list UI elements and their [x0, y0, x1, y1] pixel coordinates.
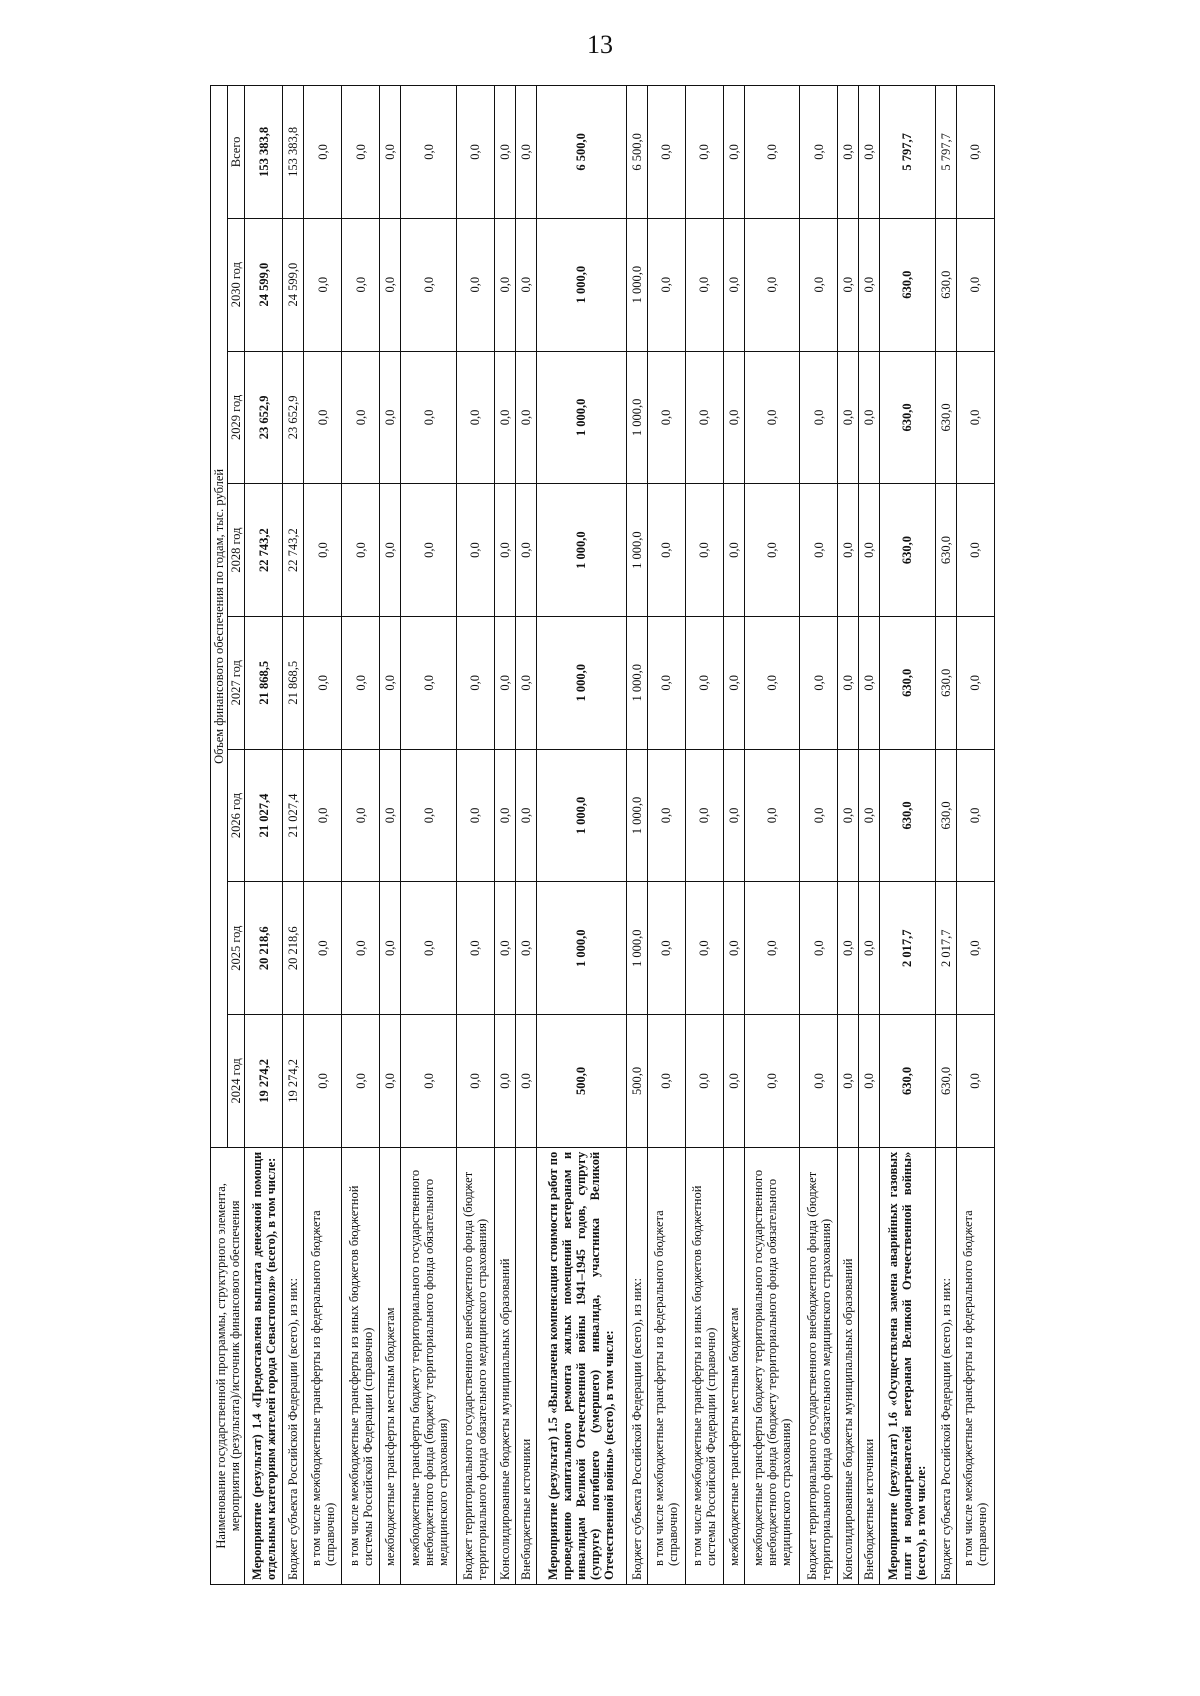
- value-cell: 21 868,5: [283, 616, 304, 749]
- value-cell: 0,0: [494, 351, 515, 484]
- table-row: [723, 86, 744, 1585]
- value-cell: 0,0: [800, 882, 838, 1015]
- header-year-cell: 2029 год: [228, 351, 245, 484]
- value-cell: 0,0: [723, 351, 744, 484]
- value-cell: 0,0: [723, 882, 744, 1015]
- value-cell: 0,0: [647, 351, 685, 484]
- value-cell: 19 274,2: [283, 1015, 304, 1148]
- table-row: [536, 86, 626, 1585]
- value-cell: 0,0: [515, 1015, 536, 1148]
- table-row: [800, 86, 838, 1585]
- table-row: [456, 86, 494, 1585]
- value-cell: 6 500,0: [536, 86, 626, 219]
- value-cell: 153 383,8: [245, 86, 283, 219]
- row-label: Бюджет территориального государственного внебюджетного фонда (бюджет территориального фонда обязательного медицинского страхования): [456, 1147, 494, 1584]
- value-cell: 0,0: [304, 616, 342, 749]
- page-number: 13: [587, 30, 613, 59]
- table-row: [838, 86, 859, 1585]
- value-cell: 0,0: [800, 1015, 838, 1148]
- table-row: [647, 86, 685, 1585]
- value-cell: 630,0: [880, 1015, 935, 1148]
- value-cell: 0,0: [838, 86, 859, 219]
- value-cell: 0,0: [342, 749, 380, 882]
- value-cell: 0,0: [304, 86, 342, 219]
- value-cell: 0,0: [494, 1015, 515, 1148]
- value-cell: 0,0: [956, 749, 994, 882]
- value-cell: 0,0: [685, 351, 723, 484]
- value-cell: 0,0: [647, 616, 685, 749]
- value-cell: 1 000,0: [536, 616, 626, 749]
- value-cell: 21 868,5: [245, 616, 283, 749]
- value-cell: 0,0: [859, 1015, 880, 1148]
- value-cell: 0,0: [515, 616, 536, 749]
- value-cell: 0,0: [494, 86, 515, 219]
- table-row: [342, 86, 380, 1585]
- row-label: в том числе межбюджетные трансферты из федерального бюджета (справочно): [304, 1147, 342, 1584]
- value-cell: 630,0: [880, 616, 935, 749]
- value-cell: 1 000,0: [536, 882, 626, 1015]
- value-cell: 0,0: [859, 351, 880, 484]
- row-label: Мероприятие (результат) 1.6 «Осуществлена замена аварийных газовых плит и водонагревателей ветеранам Великой Отечественной войны» (всего), в том числе:: [880, 1147, 935, 1584]
- table-header: [211, 86, 245, 1585]
- table-row: [880, 86, 935, 1585]
- row-label: в том числе межбюджетные трансферты из федерального бюджета (справочно): [647, 1147, 685, 1584]
- value-cell: 0,0: [956, 1015, 994, 1148]
- table-row: [304, 86, 342, 1585]
- value-cell: 0,0: [304, 1015, 342, 1148]
- value-cell: 630,0: [880, 749, 935, 882]
- value-cell: 630,0: [935, 218, 956, 351]
- value-cell: 1 000,0: [626, 749, 647, 882]
- value-cell: 0,0: [800, 218, 838, 351]
- value-cell: 0,0: [342, 616, 380, 749]
- value-cell: 0,0: [723, 1015, 744, 1148]
- header-name-column: Наименование государственной программы, структурного элемента, мероприятия (результата)/источник финансового обеспечения: [211, 1147, 245, 1584]
- value-cell: 0,0: [515, 351, 536, 484]
- row-label: Консолидированные бюджеты муниципальных образований: [494, 1147, 515, 1584]
- value-cell: 0,0: [744, 351, 799, 484]
- header-year-cell: 2024 год: [228, 1015, 245, 1148]
- row-label: в том числе межбюджетные трансферты из иных бюджетов бюджетной системы Российской Федерации (справочно): [685, 1147, 723, 1584]
- row-label: межбюджетные трансферты местным бюджетам: [723, 1147, 744, 1584]
- value-cell: 0,0: [342, 351, 380, 484]
- value-cell: 21 027,4: [245, 749, 283, 882]
- value-cell: 0,0: [494, 616, 515, 749]
- value-cell: 0,0: [723, 484, 744, 617]
- value-cell: 1 000,0: [536, 351, 626, 484]
- value-cell: 22 743,2: [283, 484, 304, 617]
- value-cell: 0,0: [800, 749, 838, 882]
- table-row: [956, 86, 994, 1585]
- header-volume-title: Объем финансового обеспечения по годам, тыс. рублей: [211, 86, 228, 1148]
- value-cell: 0,0: [304, 218, 342, 351]
- value-cell: 0,0: [456, 616, 494, 749]
- value-cell: 630,0: [935, 1015, 956, 1148]
- value-cell: 0,0: [800, 86, 838, 219]
- value-cell: 0,0: [838, 882, 859, 1015]
- value-cell: 0,0: [401, 1015, 456, 1148]
- value-cell: 21 027,4: [283, 749, 304, 882]
- value-cell: 0,0: [723, 616, 744, 749]
- value-cell: 500,0: [626, 1015, 647, 1148]
- value-cell: 0,0: [342, 1015, 380, 1148]
- value-cell: 0,0: [685, 218, 723, 351]
- value-cell: 19 274,2: [245, 1015, 283, 1148]
- value-cell: 1 000,0: [626, 616, 647, 749]
- value-cell: 0,0: [956, 616, 994, 749]
- value-cell: 630,0: [935, 484, 956, 617]
- value-cell: 0,0: [401, 86, 456, 219]
- value-cell: 0,0: [380, 86, 401, 219]
- value-cell: 0,0: [401, 616, 456, 749]
- value-cell: 2 017,7: [880, 882, 935, 1015]
- value-cell: 0,0: [838, 1015, 859, 1148]
- value-cell: 0,0: [956, 218, 994, 351]
- value-cell: 0,0: [342, 882, 380, 1015]
- value-cell: 0,0: [647, 484, 685, 617]
- rotated-table-container: [210, 85, 995, 1585]
- table-row: [685, 86, 723, 1585]
- value-cell: 153 383,8: [283, 86, 304, 219]
- value-cell: 0,0: [744, 882, 799, 1015]
- value-cell: 0,0: [380, 749, 401, 882]
- value-cell: 0,0: [685, 749, 723, 882]
- value-cell: 0,0: [956, 484, 994, 617]
- header-year-cell: 2028 год: [228, 484, 245, 617]
- value-cell: 630,0: [880, 484, 935, 617]
- value-cell: 1 000,0: [536, 749, 626, 882]
- value-cell: 0,0: [401, 351, 456, 484]
- value-cell: 1 000,0: [626, 218, 647, 351]
- table-row: [494, 86, 515, 1585]
- header-year-cell: 2025 год: [228, 882, 245, 1015]
- value-cell: 630,0: [935, 616, 956, 749]
- value-cell: 1 000,0: [536, 218, 626, 351]
- value-cell: 22 743,2: [245, 484, 283, 617]
- value-cell: 23 652,9: [283, 351, 304, 484]
- row-label: межбюджетные трансферты бюджету территориального государственного внебюджетного фонда (бюджету территориального фонда обязательного медицинского страхования): [744, 1147, 799, 1584]
- row-label: Мероприятие (результат) 1.5 «Выплачена компенсация стоимости работ по проведению капитального ремонта жилых помещений ветеранам и инвалидам Великой Отечественной войны 1941–1945 годов, супругу (супруге) погибшего (умершего) инвалида, участника Великой Отечественной войны» (всего), в том числе:: [536, 1147, 626, 1584]
- value-cell: 0,0: [515, 218, 536, 351]
- value-cell: 0,0: [515, 484, 536, 617]
- value-cell: 0,0: [685, 86, 723, 219]
- value-cell: 0,0: [859, 616, 880, 749]
- value-cell: 5 797,7: [880, 86, 935, 219]
- value-cell: 0,0: [342, 484, 380, 617]
- value-cell: 0,0: [304, 351, 342, 484]
- value-cell: 0,0: [800, 616, 838, 749]
- header-year-cell: 2027 год: [228, 616, 245, 749]
- value-cell: 0,0: [304, 749, 342, 882]
- value-cell: 0,0: [838, 616, 859, 749]
- table-row: [626, 86, 647, 1585]
- value-cell: 0,0: [744, 86, 799, 219]
- value-cell: 0,0: [515, 86, 536, 219]
- table-row: [859, 86, 880, 1585]
- row-label: Бюджет территориального государственного внебюджетного фонда (бюджет территориального фонда обязательного медицинского страхования): [800, 1147, 838, 1584]
- row-label: Бюджет субъекта Российской Федерации (всего), из них:: [935, 1147, 956, 1584]
- value-cell: 0,0: [685, 1015, 723, 1148]
- header-year-cell: Всего: [228, 86, 245, 219]
- value-cell: 1 000,0: [626, 351, 647, 484]
- row-label: Внебюджетные источники: [859, 1147, 880, 1584]
- value-cell: 0,0: [744, 616, 799, 749]
- value-cell: 0,0: [956, 86, 994, 219]
- table-body: [245, 86, 995, 1585]
- value-cell: 0,0: [304, 882, 342, 1015]
- header-year-cell: 2026 год: [228, 749, 245, 882]
- table-row: [401, 86, 456, 1585]
- value-cell: 0,0: [838, 351, 859, 484]
- value-cell: 0,0: [744, 749, 799, 882]
- value-cell: 0,0: [456, 218, 494, 351]
- table-row: [515, 86, 536, 1585]
- table-row: [245, 86, 283, 1585]
- value-cell: 0,0: [647, 1015, 685, 1148]
- value-cell: 24 599,0: [283, 218, 304, 351]
- value-cell: 0,0: [647, 882, 685, 1015]
- table-row: [744, 86, 799, 1585]
- row-label: Консолидированные бюджеты муниципальных образований: [838, 1147, 859, 1584]
- value-cell: 630,0: [935, 749, 956, 882]
- value-cell: 6 500,0: [626, 86, 647, 219]
- value-cell: 0,0: [859, 882, 880, 1015]
- value-cell: 0,0: [401, 484, 456, 617]
- value-cell: 0,0: [456, 1015, 494, 1148]
- value-cell: 0,0: [685, 484, 723, 617]
- row-label: Бюджет субъекта Российской Федерации (всего), из них:: [283, 1147, 304, 1584]
- value-cell: 0,0: [380, 484, 401, 617]
- value-cell: 500,0: [536, 1015, 626, 1148]
- funding-table: [210, 85, 995, 1585]
- value-cell: 630,0: [935, 351, 956, 484]
- value-cell: 0,0: [859, 218, 880, 351]
- value-cell: 630,0: [880, 351, 935, 484]
- value-cell: 0,0: [456, 749, 494, 882]
- value-cell: 0,0: [647, 218, 685, 351]
- value-cell: 5 797,7: [935, 86, 956, 219]
- value-cell: 0,0: [956, 882, 994, 1015]
- value-cell: 0,0: [956, 351, 994, 484]
- value-cell: 0,0: [800, 484, 838, 617]
- table-row: [283, 86, 304, 1585]
- value-cell: 1 000,0: [536, 484, 626, 617]
- row-label: в том числе межбюджетные трансферты из федерального бюджета (справочно): [956, 1147, 994, 1584]
- value-cell: 0,0: [859, 86, 880, 219]
- value-cell: 0,0: [304, 484, 342, 617]
- value-cell: 0,0: [380, 616, 401, 749]
- value-cell: 0,0: [380, 1015, 401, 1148]
- value-cell: 0,0: [380, 218, 401, 351]
- value-cell: 0,0: [647, 749, 685, 882]
- value-cell: 0,0: [859, 749, 880, 882]
- value-cell: 0,0: [800, 351, 838, 484]
- value-cell: 1 000,0: [626, 882, 647, 1015]
- value-cell: 0,0: [380, 882, 401, 1015]
- value-cell: 0,0: [456, 86, 494, 219]
- row-label: межбюджетные трансферты бюджету территориального государственного внебюджетного фонда (бюджету территориального фонда обязательного медицинского страхования): [401, 1147, 456, 1584]
- value-cell: 0,0: [744, 1015, 799, 1148]
- value-cell: 0,0: [685, 616, 723, 749]
- value-cell: 0,0: [723, 218, 744, 351]
- value-cell: 0,0: [401, 749, 456, 882]
- value-cell: 0,0: [456, 882, 494, 1015]
- value-cell: 20 218,6: [245, 882, 283, 1015]
- row-label: Внебюджетные источники: [515, 1147, 536, 1584]
- value-cell: 0,0: [647, 86, 685, 219]
- row-label: Бюджет субъекта Российской Федерации (всего), из них:: [626, 1147, 647, 1584]
- value-cell: 0,0: [494, 749, 515, 882]
- header-year-cell: 2030 год: [228, 218, 245, 351]
- row-label: Мероприятие (результат) 1.4 «Предоставлена выплата денежной помощи отдельным категориям жителей города Севастополя» (всего), в том числе:: [245, 1147, 283, 1584]
- value-cell: 0,0: [494, 218, 515, 351]
- value-cell: 0,0: [744, 218, 799, 351]
- value-cell: 0,0: [859, 484, 880, 617]
- value-cell: 0,0: [342, 218, 380, 351]
- value-cell: 0,0: [494, 484, 515, 617]
- value-cell: 0,0: [494, 882, 515, 1015]
- value-cell: 0,0: [723, 749, 744, 882]
- value-cell: 0,0: [838, 749, 859, 882]
- value-cell: 0,0: [401, 218, 456, 351]
- row-label: межбюджетные трансферты местным бюджетам: [380, 1147, 401, 1584]
- value-cell: 0,0: [380, 351, 401, 484]
- table-row: [935, 86, 956, 1585]
- value-cell: 0,0: [723, 86, 744, 219]
- value-cell: 0,0: [744, 484, 799, 617]
- value-cell: 0,0: [456, 484, 494, 617]
- value-cell: 1 000,0: [626, 484, 647, 617]
- value-cell: 0,0: [342, 86, 380, 219]
- value-cell: 0,0: [838, 218, 859, 351]
- value-cell: 0,0: [515, 882, 536, 1015]
- value-cell: 0,0: [456, 351, 494, 484]
- value-cell: 0,0: [401, 882, 456, 1015]
- value-cell: 0,0: [838, 484, 859, 617]
- value-cell: 24 599,0: [245, 218, 283, 351]
- value-cell: 23 652,9: [245, 351, 283, 484]
- value-cell: 20 218,6: [283, 882, 304, 1015]
- table-row: [380, 86, 401, 1585]
- value-cell: 630,0: [880, 218, 935, 351]
- row-label: в том числе межбюджетные трансферты из иных бюджетов бюджетной системы Российской Федерации (справочно): [342, 1147, 380, 1584]
- value-cell: 2 017,7: [935, 882, 956, 1015]
- value-cell: 0,0: [685, 882, 723, 1015]
- value-cell: 0,0: [515, 749, 536, 882]
